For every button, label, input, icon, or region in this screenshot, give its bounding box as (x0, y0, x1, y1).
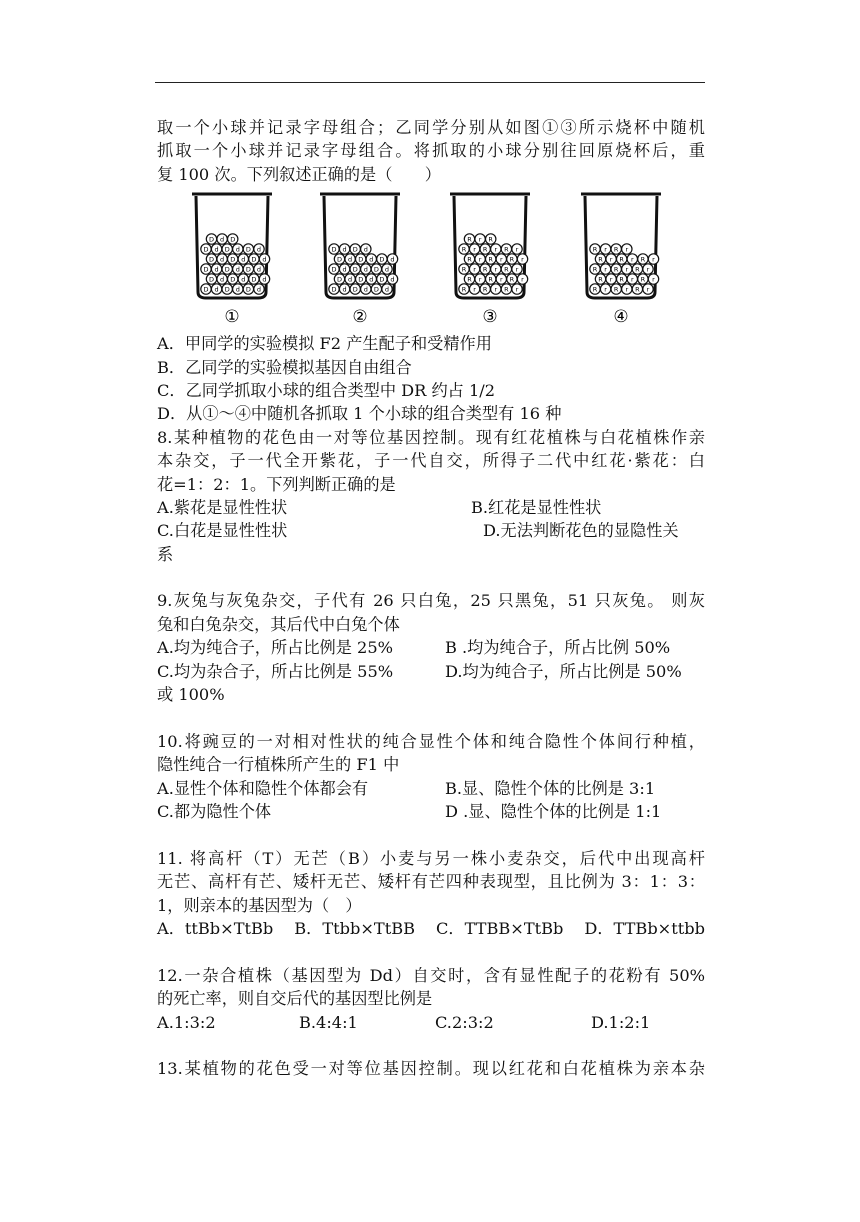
q11-option-b: B．Ttbb×TtBB (294, 918, 416, 938)
ball-letter: r (521, 275, 524, 284)
ball-letter: D (379, 255, 385, 264)
q9-options-row-2 (157, 660, 705, 683)
q8-stem-2: 本杂交，子一代全开紫花，子一代自交，所得子二代中红花·紫花：白 (157, 451, 705, 471)
ball-letter: r (625, 265, 629, 274)
beaker-label: ③ (482, 307, 498, 328)
beaker-1 (192, 194, 272, 327)
ball-letter: d (384, 285, 390, 294)
q8-option-d-cont: 系 (157, 544, 174, 564)
ball-letter: d (363, 265, 368, 274)
ball-letter: r (494, 285, 498, 294)
ball-letter: D (336, 255, 343, 264)
q8-option-c: C.白花是显性性状 (157, 521, 288, 541)
ball-letter: R (619, 255, 624, 264)
ball-letter: R (488, 275, 493, 284)
ball-letter: d (369, 255, 374, 264)
ball-letter: D (352, 285, 358, 294)
ball-letter: R (613, 285, 619, 294)
ball-letter: R (461, 265, 467, 274)
intro-line-2: 抓取一个小球并记录字母组合。将抓取的小球分别往回原烧杯后，重 (157, 141, 705, 161)
ball-letter: r (646, 265, 650, 274)
ball-letter: d (220, 235, 225, 244)
beaker-4 (581, 194, 661, 327)
ball-letter: d (235, 245, 240, 254)
q8-stem-1: 8.某种植物的花色由一对等位基因控制。现有红花植株与白花植株作亲 (157, 427, 705, 447)
ball-letter: D (251, 255, 257, 264)
ball-letter: R (640, 275, 646, 284)
ball-letter: r (604, 245, 607, 254)
ball-letter: D (208, 255, 215, 264)
ball-letter: d (214, 245, 219, 254)
q8-option-d: D.无法判断花色的显隐性关 (483, 521, 679, 541)
ball-letter: r (494, 245, 498, 254)
beaker-label: ② (352, 307, 368, 328)
ball-letter: D (331, 245, 337, 254)
ball-letter: D (358, 255, 364, 264)
q11-stem-2: 无芒、高杆有芒、矮杆无芒、矮杆有芒四种表现型，且比例为 3：1：3： (157, 872, 705, 892)
ball-letter: d (241, 275, 246, 284)
ball-letter: r (630, 255, 634, 264)
ball-letter: D (224, 285, 230, 294)
ball-letter: d (235, 265, 240, 274)
q9-stem-1: 9.灰兔与灰兔杂交，子代有 26 只白兔，25 只黑兔，51 只灰兔。 则灰 (157, 591, 705, 611)
document-page (157, 116, 705, 1081)
ball-letter: d (214, 285, 219, 294)
ball-letter: r (473, 245, 476, 254)
ball-letter: D (331, 265, 337, 274)
q8-options-row-1 (157, 496, 705, 519)
ball-letter: R (640, 255, 646, 264)
ball-letter: D (230, 255, 236, 264)
ball-letter: d (256, 285, 262, 294)
ball-letter: d (241, 255, 246, 264)
ball-letter: D (331, 285, 337, 294)
ball-letter: r (499, 275, 503, 284)
ball-letter: R (598, 275, 603, 284)
ball-letter: D (245, 265, 251, 274)
q12-option-a: A.1:3:2 (157, 1012, 216, 1032)
ball-letter: d (342, 245, 347, 254)
ball-letter: d (390, 275, 395, 284)
ball-letter: r (652, 255, 655, 264)
ball-letter: D (230, 275, 236, 284)
q13-stem-1: 13.某植物的花色受一对等位基因控制。现以红花和白花植株为亲本杂 (157, 1059, 705, 1079)
ball-letter: R (461, 285, 467, 294)
beaker-illustration (157, 190, 705, 330)
ball-letter: d (342, 285, 347, 294)
ball-letter: d (363, 245, 368, 254)
q11-option-a: A．ttBb×TtBb (157, 918, 274, 938)
q10-stem-2: 隐性纯合一行植株所产生的 F1 中 (157, 755, 400, 775)
ball-letter: r (604, 265, 607, 274)
ball-letter: R (482, 285, 488, 294)
q8-stem-3: 花=1：2：1。下列判断正确的是 (157, 474, 396, 494)
q9-option-a: A.均为纯合子，所占比例是 25% (157, 638, 394, 658)
ball-letter: D (245, 285, 251, 294)
q7-option-a: A．甲同学的实验模拟 F2 产生配子和受精作用 (157, 334, 492, 354)
ball-letter: r (609, 275, 613, 284)
ball-letter: r (478, 275, 482, 284)
ball-letter: R (598, 255, 603, 264)
ball-letter: D (208, 235, 215, 244)
beaker-3 (450, 194, 530, 327)
ball-letter: d (348, 275, 353, 284)
ball-letter: R (467, 235, 472, 244)
ball-letter: R (467, 255, 472, 264)
ball-letter: R (509, 275, 515, 284)
ball-letter: D (379, 275, 385, 284)
ball-letter: d (363, 285, 368, 294)
ball-letter: R (504, 245, 509, 254)
ball-letter: d (256, 265, 262, 274)
ball-letter: D (208, 275, 215, 284)
ball-letter: r (515, 245, 519, 254)
ball-letter: D (203, 265, 209, 274)
ball-letter: d (220, 255, 225, 264)
ball-letter: R (504, 265, 509, 274)
ball-letter: D (230, 235, 236, 244)
ball-letter: D (203, 245, 209, 254)
ball-letter: r (494, 265, 498, 274)
ball-letter: r (521, 255, 524, 264)
ball-letter: d (220, 275, 225, 284)
ball-letter: R (619, 275, 624, 284)
ball-letter: r (515, 285, 519, 294)
q12-stem-2: 的死亡率，则自交后代的基因型比例是 (157, 989, 433, 1009)
ball-letter: R (613, 245, 619, 254)
q11-stem-1: 11. 将高杆（T）无芒（B）小麦与另一株小麦杂交，后代中出现高杆 (157, 848, 705, 868)
ball-letter: D (245, 245, 251, 254)
ball-letter: R (482, 245, 488, 254)
q11-option-d: D．TTBb×ttbb (584, 918, 705, 938)
q10-option-d: D .显、隐性个体的比例是 1:1 (445, 801, 662, 821)
ball-letter: D (373, 285, 379, 294)
ball-letter: R (592, 285, 598, 294)
q10-options-row-1 (157, 777, 705, 800)
ball-letter: r (478, 235, 482, 244)
ball-letter: r (609, 255, 613, 264)
beaker-label: ④ (613, 307, 629, 328)
ball-letter: D (336, 275, 343, 284)
beaker-label: ① (224, 307, 240, 328)
ball-letter: R (461, 245, 467, 254)
ball-letter: d (262, 275, 267, 284)
ball-letter: R (488, 255, 493, 264)
ball-letter: R (509, 255, 515, 264)
ball-letter: d (256, 245, 262, 254)
ball-letter: D (224, 265, 230, 274)
q10-option-b: B.显、隐性个体的比例是 3:1 (445, 778, 656, 798)
ball-letter: d (390, 255, 395, 264)
ball-letter: d (214, 265, 219, 274)
q9-option-d-cont: 或 100% (157, 685, 225, 705)
ball-letter: r (630, 275, 634, 284)
q7-option-c: C．乙同学抓取小球的组合类型中 DR 约占 1/2 (157, 380, 496, 400)
q9-stem-2: 兔和白兔杂交，其后代中白兔个体 (157, 614, 400, 634)
q10-options-row-2 (157, 800, 705, 823)
q10-stem-1: 10.将豌豆的一对相对性状的纯合显性个体和纯合隐性个体间行种植， (157, 731, 705, 751)
q10-option-c: C.都为隐性个体 (157, 801, 272, 821)
ball-letter: d (384, 265, 390, 274)
ball-letter: d (262, 255, 267, 264)
beaker-figure (157, 190, 705, 330)
ball-letter: R (635, 265, 640, 274)
q9-option-c: C.均为杂合子，所占比例是 55% (157, 661, 394, 681)
ball-letter: D (203, 285, 209, 294)
ball-letter: R (504, 285, 509, 294)
intro-line-1: 取一个小球并记录字母组合；乙同学分别从如图①③所示烧杯中随机 (157, 118, 705, 137)
ball-letter: D (352, 265, 358, 274)
ball-letter: R (592, 265, 598, 274)
ball-letter: r (499, 255, 503, 264)
q8-option-a: A.紫花是显性性状 (157, 497, 288, 517)
q7-option-d: D．从①～④中随机各抓取 1 个小球的组合类型有 16 种 (157, 404, 562, 424)
q9-option-d: D.均为纯合子，所占比例是 50% (445, 661, 682, 681)
ball-letter: D (251, 275, 257, 284)
ball-letter: D (352, 245, 358, 254)
header-rule (155, 82, 705, 83)
ball-letter: r (515, 265, 519, 274)
q7-option-b: B．乙同学的实验模拟基因自由组合 (157, 357, 412, 377)
ball-letter: r (604, 285, 607, 294)
ball-letter: R (613, 265, 619, 274)
q12-option-d: D.1:2:1 (591, 1012, 651, 1032)
ball-letter: d (369, 275, 374, 284)
q9-option-b: B .均为纯合子，所占比例 50% (445, 638, 671, 658)
ball-letter: R (467, 275, 472, 284)
q8-options-row-2 (157, 519, 705, 542)
ball-letter: R (482, 265, 488, 274)
q10-option-a: A.显性个体和隐性个体都会有 (157, 778, 369, 798)
ball-letter: R (635, 285, 640, 294)
q12-stem-1: 12.一杂合植株（基因型为 Dd）自交时，含有显性配子的花粉有 50% (157, 965, 705, 985)
beaker-2 (320, 194, 400, 327)
q11-option-c: C．TTBB×TtBb (436, 918, 564, 938)
q9-options-row-1 (157, 636, 705, 659)
ball-letter: D (358, 275, 364, 284)
ball-letter: r (478, 255, 482, 264)
intro-line-3: 复 100 次。下列叙述正确的是（ ） (157, 164, 441, 184)
ball-letter: R (488, 235, 493, 244)
ball-letter: r (646, 285, 650, 294)
ball-letter: R (592, 245, 598, 254)
q12-option-b: B.4:4:1 (299, 1012, 358, 1032)
ball-letter: r (652, 275, 655, 284)
ball-letter: d (348, 255, 353, 264)
q11-options-row (157, 917, 705, 940)
ball-letter: r (473, 265, 476, 274)
q12-options-row (157, 1011, 705, 1034)
ball-letter: d (235, 285, 240, 294)
ball-letter: D (224, 245, 230, 254)
ball-letter: r (625, 245, 629, 254)
ball-letter: r (625, 285, 629, 294)
ball-letter: d (342, 265, 347, 274)
q11-stem-3: 1，则亲本的基因型为（ ） (157, 895, 362, 915)
ball-letter: r (473, 285, 476, 294)
ball-letter: D (373, 265, 379, 274)
q8-option-b: B.红花是显性性状 (471, 497, 602, 517)
q12-option-c: C.2:3:2 (435, 1012, 494, 1032)
